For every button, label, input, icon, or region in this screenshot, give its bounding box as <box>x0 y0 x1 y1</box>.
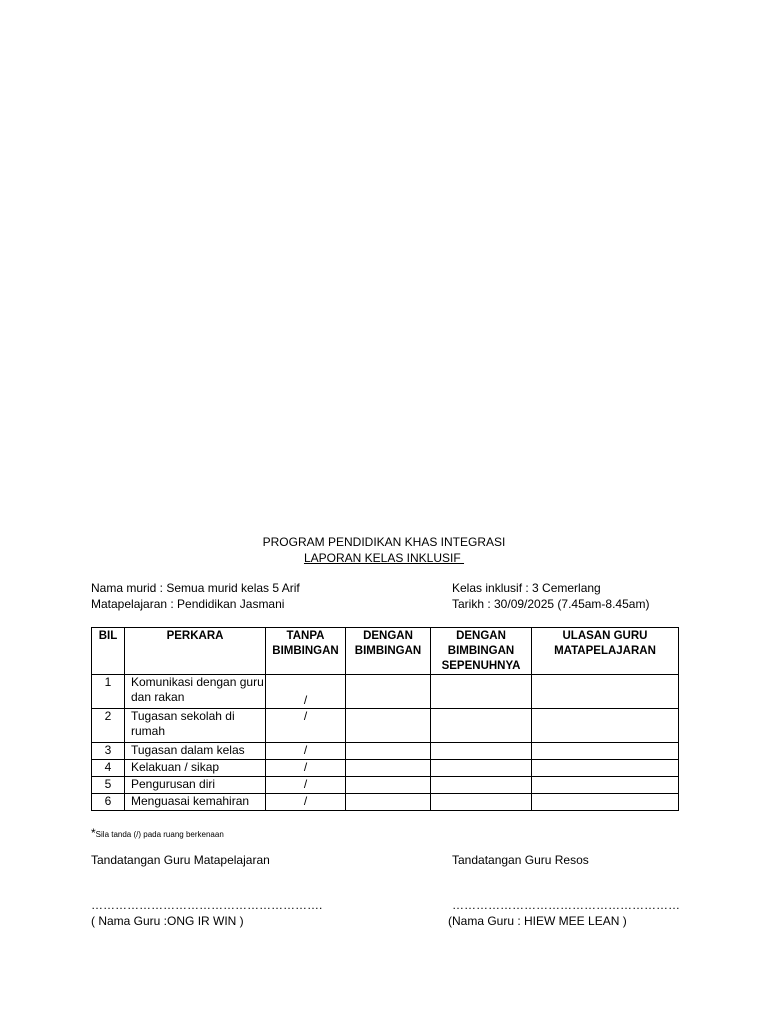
ulasan-cell[interactable] <box>532 675 679 709</box>
ulasan-cell[interactable] <box>532 709 679 743</box>
table-row <box>92 743 679 760</box>
tanpa-bimbingan-cell[interactable] <box>266 743 346 760</box>
tanpa-bimbingan-cell[interactable] <box>266 777 346 794</box>
row-item: Tugasan dalam kelas <box>125 743 266 760</box>
check-mark: / <box>303 743 308 757</box>
row-number: 5 <box>92 777 125 794</box>
row-item: Tugasan sekolah di rumah <box>125 709 266 743</box>
program-title: PROGRAM PENDIDIKAN KHAS INTEGRASI <box>262 535 506 549</box>
sepenuhnya-cell[interactable] <box>431 760 532 777</box>
row-number: 2 <box>92 709 125 743</box>
sepenuhnya-cell[interactable] <box>431 743 532 760</box>
subject-teacher-signature-label: Tandatangan Guru Matapelajaran <box>91 853 270 867</box>
header-tanpa-bimbingan: TANPA BIMBINGAN <box>266 628 346 675</box>
check-mark: / <box>303 709 308 723</box>
table-row <box>92 777 679 794</box>
row-number: 3 <box>92 743 125 760</box>
check-mark: / <box>303 777 308 791</box>
row-item: Komunikasi dengan guru dan rakan <box>125 675 266 709</box>
report-title: LAPORAN KELAS INKLUSIF <box>303 551 465 565</box>
report-title-wrap <box>0 551 768 565</box>
sepenuhnya-cell[interactable] <box>431 709 532 743</box>
row-item: Menguasai kemahiran <box>125 794 266 811</box>
subject-name: Matapelajaran : Pendidikan Jasmani <box>91 597 285 611</box>
tanpa-bimbingan-cell[interactable] <box>266 709 346 743</box>
header-dengan-bimbingan: DENGAN BIMBINGAN <box>346 628 431 675</box>
resos-teacher-signature-label: Tandatangan Guru Resos <box>452 853 589 867</box>
dengan-bimbingan-cell[interactable] <box>346 743 431 760</box>
check-mark: / <box>303 760 308 774</box>
ulasan-cell[interactable] <box>532 743 679 760</box>
student-name: Nama murid : Semua murid kelas 5 Arif <box>91 581 300 595</box>
subject-teacher-name: ( Nama Guru :ONG IR WIN ) <box>91 914 244 928</box>
sepenuhnya-cell[interactable] <box>431 794 532 811</box>
report-date: Tarikh : 30/09/2025 (7.45am-8.45am) <box>452 597 650 611</box>
table-row <box>92 709 679 743</box>
instruction-note <box>91 826 224 840</box>
header-dengan-bimbingan-sepenuhnya: DENGAN BIMBINGAN SEPENUHNYA <box>431 628 532 675</box>
row-number: 1 <box>92 675 125 709</box>
report-table <box>91 627 679 811</box>
header-ulasan-guru: ULASAN GURU MATAPELAJARAN <box>532 628 679 675</box>
tanpa-bimbingan-cell[interactable] <box>266 794 346 811</box>
table-row <box>92 794 679 811</box>
dengan-bimbingan-cell[interactable] <box>346 777 431 794</box>
note-asterisk: * <box>91 826 96 840</box>
table-row <box>92 760 679 777</box>
ulasan-cell[interactable] <box>532 760 679 777</box>
dengan-bimbingan-cell[interactable] <box>346 675 431 709</box>
dengan-bimbingan-cell[interactable] <box>346 709 431 743</box>
header-perkara: PERKARA <box>125 628 266 675</box>
sepenuhnya-cell[interactable] <box>431 777 532 794</box>
row-number: 4 <box>92 760 125 777</box>
table-header-row <box>92 628 679 675</box>
ulasan-cell[interactable] <box>532 794 679 811</box>
note-text: Sila tanda (/) pada ruang berkenaan <box>95 830 224 839</box>
resos-teacher-signature-line[interactable]: ………………………………………………… <box>452 898 680 912</box>
header-bil: BIL <box>92 628 125 675</box>
table-row <box>92 675 679 709</box>
dengan-bimbingan-cell[interactable] <box>346 760 431 777</box>
check-mark: / <box>303 794 308 808</box>
tanpa-bimbingan-cell[interactable] <box>266 675 346 709</box>
subject-teacher-signature-line[interactable]: …………………………………………………. <box>91 898 323 912</box>
row-item: Pengurusan diri <box>125 777 266 794</box>
check-mark: / <box>303 693 308 707</box>
dengan-bimbingan-cell[interactable] <box>346 794 431 811</box>
row-number: 6 <box>92 794 125 811</box>
resos-teacher-name: (Nama Guru : HIEW MEE LEAN ) <box>448 914 627 928</box>
sepenuhnya-cell[interactable] <box>431 675 532 709</box>
tanpa-bimbingan-cell[interactable] <box>266 760 346 777</box>
ulasan-cell[interactable] <box>532 777 679 794</box>
row-item: Kelakuan / sikap <box>125 760 266 777</box>
inclusive-class: Kelas inklusif : 3 Cemerlang <box>452 581 601 595</box>
